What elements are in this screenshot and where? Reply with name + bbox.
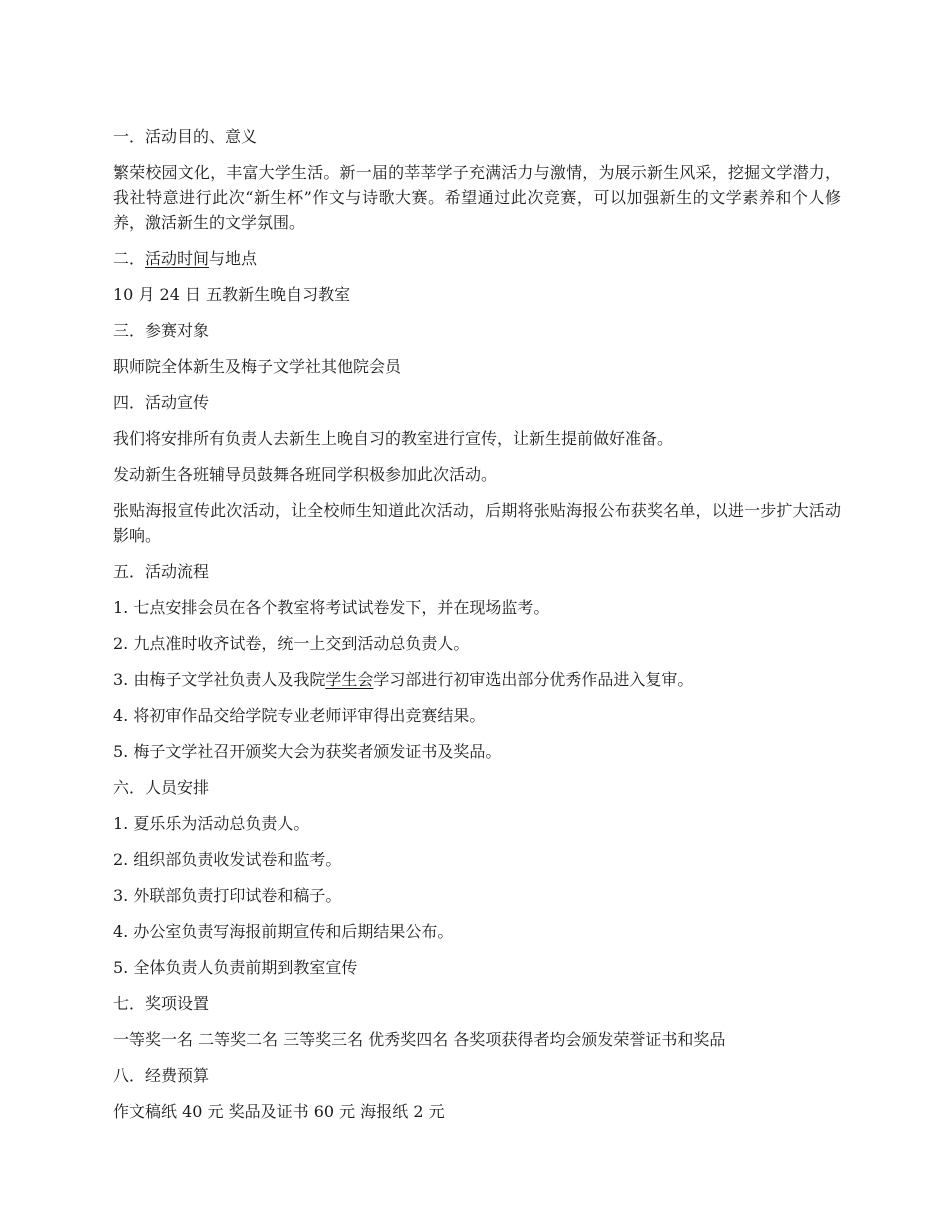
paragraph-participants	[113, 354, 841, 379]
paragraph-awards	[113, 1027, 841, 1052]
section-heading-time-place	[113, 246, 841, 271]
paragraph-promotion-2	[113, 462, 841, 487]
paragraph-text: 繁荣校园文化，丰富大学生活。新一届的莘莘学子充满活力与激情，为展示新生风采，挖掘文学潜力，我社特意进行此次“新生杯”作文与诗歌大赛。希望通过此次竞赛，可以加强新生的文学素养和个人修养，激活新生的文学氛围。	[113, 163, 841, 232]
section-heading-participants	[113, 318, 841, 343]
list-item-text: 1. 夏乐乐为活动总负责人。	[113, 814, 310, 833]
list-item-staff-4	[113, 919, 841, 944]
section-heading-flow	[113, 559, 841, 584]
list-item-text: 2. 九点准时收齐试卷，统一上交到活动总负责人。	[113, 634, 470, 653]
document-body	[113, 124, 841, 1135]
list-item-text: 5. 全体负责人负责前期到教室宣传	[113, 958, 358, 977]
paragraph-text: 10 月 24 日 五教新生晚自习教室	[113, 285, 351, 304]
list-item-text: 1. 七点安排会员在各个教室将考试试卷发下，并在现场监考。	[113, 598, 550, 617]
list-item-text: 4. 办公室负责写海报前期宣传和后期结果公布。	[113, 922, 454, 941]
list-item-text: 3. 外联部负责打印试卷和稿子。	[113, 886, 342, 905]
list-item-flow-5	[113, 739, 841, 764]
heading-text: 三．参赛对象	[113, 321, 210, 340]
heading-text: 六．人员安排	[113, 778, 210, 797]
heading-suffix: 与地点	[209, 249, 258, 268]
paragraph-text: 张贴海报宣传此次活动，让全校师生知道此次活动，后期将张贴海报公布获奖名单，以进一步扩大活动影响。	[113, 501, 841, 545]
heading-text: 八．经费预算	[113, 1066, 210, 1085]
list-item-staff-3	[113, 883, 841, 908]
section-heading-budget	[113, 1063, 841, 1088]
paragraph-purpose	[113, 160, 841, 235]
paragraph-budget	[113, 1099, 841, 1124]
heading-text: 七．奖项设置	[113, 994, 210, 1013]
section-heading-staff	[113, 775, 841, 800]
heading-text: 四．活动宣传	[113, 393, 210, 412]
list-item-flow-3	[113, 667, 841, 692]
list-item-flow-4	[113, 703, 841, 728]
section-heading-awards	[113, 991, 841, 1016]
list-item-text: 3. 由梅子文学社负责人及我院	[113, 670, 326, 689]
paragraph-text: 我们将安排所有负责人去新生上晚自习的教室进行宣传，让新生提前做好准备。	[113, 429, 674, 448]
heading-text: 五．活动流程	[113, 562, 210, 581]
paragraph-text: 发动新生各班辅导员鼓舞各班同学积极参加此次活动。	[113, 465, 498, 484]
list-item-text: 4. 将初审作品交给学院专业老师评审得出竞赛结果。	[113, 706, 486, 725]
paragraph-text: 一等奖一名 二等奖二名 三等奖三名 优秀奖四名 各奖项获得者均会颁发荣誉证书和奖品	[113, 1030, 726, 1049]
paragraph-text: 作文稿纸 40 元 奖品及证书 60 元 海报纸 2 元	[113, 1102, 445, 1121]
list-item-staff-1	[113, 811, 841, 836]
paragraph-time-place	[113, 282, 841, 307]
section-heading-promotion	[113, 390, 841, 415]
list-item-staff-2	[113, 847, 841, 872]
student-union-link[interactable]: 学生会	[325, 670, 374, 689]
section-heading-purpose	[113, 124, 841, 149]
activity-time-link[interactable]: 活动时间	[145, 249, 210, 268]
heading-prefix: 二．	[113, 249, 146, 268]
heading-text: 一．活动目的、意义	[113, 127, 258, 146]
list-item-text: 5. 梅子文学社召开颁奖大会为获奖者颁发证书及奖品。	[113, 742, 502, 761]
list-item-flow-1	[113, 595, 841, 620]
list-item-staff-5	[113, 955, 841, 980]
list-item-text: 2. 组织部负责收发试卷和监考。	[113, 850, 342, 869]
list-item-flow-2	[113, 631, 841, 656]
list-item-text: 学习部进行初审选出部分优秀作品进入复审。	[373, 670, 694, 689]
paragraph-text: 职师院全体新生及梅子文学社其他院会员	[113, 357, 402, 376]
paragraph-promotion-3	[113, 498, 841, 548]
paragraph-promotion-1	[113, 426, 841, 451]
